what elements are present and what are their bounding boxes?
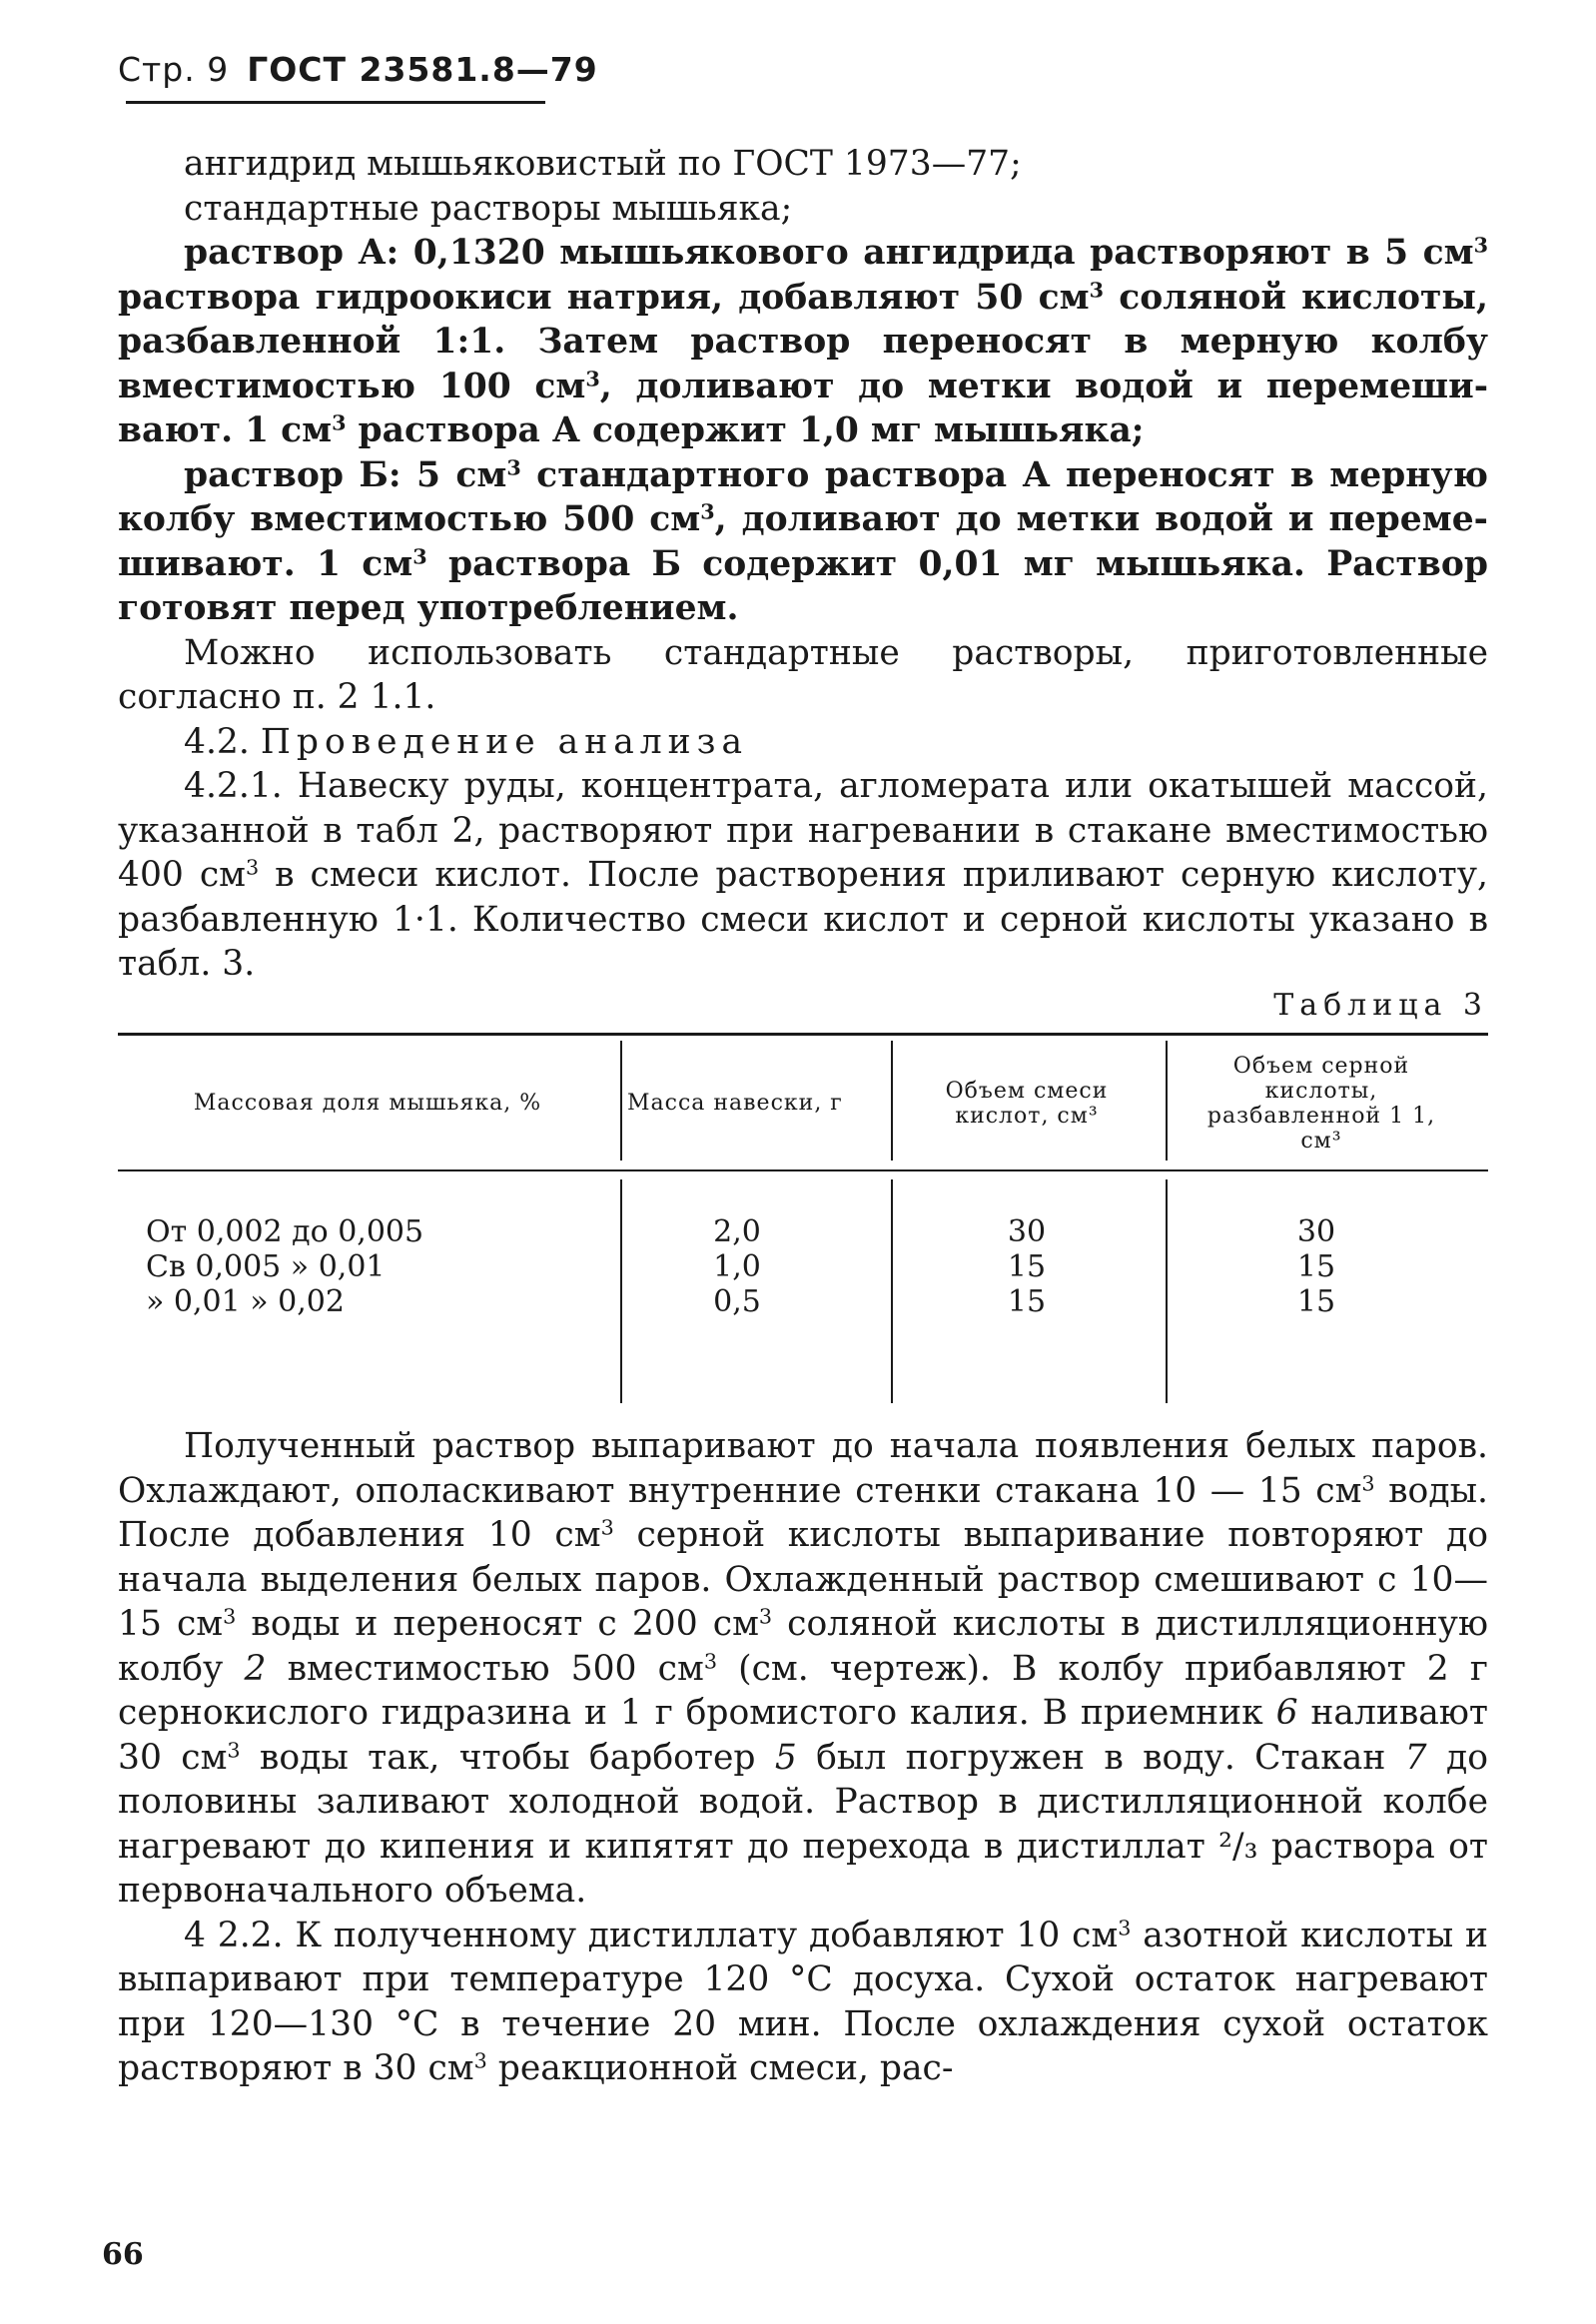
running-head bbox=[118, 50, 598, 89]
table-divider bbox=[620, 1179, 622, 1403]
table-divider bbox=[891, 1179, 893, 1403]
table-cell: 2,0 bbox=[713, 1214, 761, 1249]
table-3 bbox=[118, 1033, 1488, 1412]
table-cell: От 0,002 до 0,005 bbox=[146, 1214, 424, 1249]
table-header-rule bbox=[118, 1169, 1488, 1171]
table-cell: 30 bbox=[1007, 1214, 1047, 1249]
text-block-top bbox=[118, 142, 1488, 987]
table-cell: 15 bbox=[1007, 1284, 1047, 1319]
paragraph-standard-solutions: стандартные растворы мышьяка; bbox=[184, 188, 793, 229]
table-cell: 15 bbox=[1296, 1249, 1336, 1284]
page-number: 66 bbox=[102, 2237, 144, 2272]
header-rule bbox=[126, 101, 545, 104]
table-top-rule bbox=[118, 1033, 1488, 1036]
table-cell: 15 bbox=[1007, 1249, 1047, 1284]
paragraph-4-2-1: 4.2.1. Навеску руды, концентрата, агломерата или окатышей массой, указанной в табл 2, растворяют при нагревании в стакане вместимостью 400 $см^3$ в смеси кислот. После растворения приливают серную кислоту, разбавленную 1·1. Количество смеси кислот и серной кислоты указано в табл. 3. bbox=[118, 766, 1488, 984]
paragraph-solution-b: раствор Б: 5 $см^3$ стандартного раствора А переносят в мерную колбу вместимостью 500 $см^3$, доливают до метки водой и перемешивают. 1 $см^3$ раствора Б содержит 0,01 мг мышьяка. Раствор готовят перед употреблением. bbox=[118, 454, 1488, 628]
section-heading-4-2: 4.2. Проведение анализа bbox=[184, 721, 749, 762]
col-header-arsenic-fraction: Массовая доля мышьяка, % bbox=[193, 1091, 542, 1116]
page-label: Стр. 9 bbox=[118, 50, 230, 89]
table-cell: 0,5 bbox=[713, 1284, 761, 1319]
table-cell: 15 bbox=[1296, 1284, 1336, 1319]
paragraph-evaporation-distillation: Полученный раствор выпаривают до начала появления белых паров. Охлаждают, ополаскивают внутренние стенки стакана 10 — 15 $см^3$ воды. После добавления 10 $см^3$ серной кислоты выпаривание повторяют до начала выделения белых паров. Охлажденный раствор смешивают с 10—15 $см^3$ воды и переносят с 200 $см^3$ соляной кислоты в дистилляционную колбу 2 вместимостью 500 $см^3$ (см. чертеж). В колбу прибавляют 2 г сернокислого гидразина и 1 г бромистого калия. В приемник 6 наливают 30 $см^3$ воды так, чтобы барботер 5 был погружен в воду. Стакан 7 до половины заливают холодной водой. Раствор в дистилляционной колбе нагревают до кипения и кипятят до перехода в дистиллат ²/₃ раствора от первоначального объема. bbox=[118, 1426, 1488, 1911]
table-divider bbox=[1166, 1041, 1168, 1161]
col-header-acid-mixture-volume: Объем смеси кислот, см³ bbox=[945, 1078, 1109, 1129]
table-cell: 30 bbox=[1296, 1214, 1336, 1249]
standard-number: ГОСТ 23581.8—79 bbox=[247, 50, 598, 89]
table-divider bbox=[1166, 1179, 1168, 1403]
table-cell: 1,0 bbox=[713, 1249, 761, 1284]
paragraph-4-2-2: 4 2.2. К полученному дистиллату добавляют 10 $см^3$ азотной кислоты и выпаривают при температуре 120 °С досуха. Сухой остаток нагревают при 120—130 °С в течение 20 мин. После охлаждения сухой остаток растворяют в 30 $см^3$ реакционной смеси, рас- bbox=[118, 1915, 1488, 2088]
col-header-sulfuric-acid-volume: Объем серной кислоты, разбавленной 1 1, см³ bbox=[1206, 1053, 1436, 1154]
paragraph-alternative-solutions: Можно использовать стандартные растворы, приготовленные согласно п. 2 1.1. bbox=[118, 632, 1488, 717]
paragraph-arsenic-anhydride: ангидрид мышьяковистый по ГОСТ 1973—77; bbox=[184, 144, 1022, 184]
paragraph-solution-a: раствор А: 0,1320 мышьякового ангидрида растворяют в 5 $см^3$ раствора гидроокиси натрия, добавляют 50 $см^3$ соляной кислоты, разбавленной 1:1. Затем раствор переносят в мерную колбу вместимостью 100 $см^3$, доливают до метки водой и перемешивают. 1 $см^3$ раствора А содержит 1,0 мг мышьяка; bbox=[118, 233, 1489, 450]
col-header-sample-mass: Масса навески, г bbox=[627, 1091, 843, 1116]
table-divider bbox=[620, 1041, 622, 1161]
text-block-bottom bbox=[118, 1424, 1488, 2091]
table-caption: Таблица 3 bbox=[1273, 988, 1488, 1023]
table-cell: Св 0,005 » 0,01 bbox=[146, 1249, 386, 1284]
table-cell: » 0,01 » 0,02 bbox=[146, 1284, 345, 1319]
